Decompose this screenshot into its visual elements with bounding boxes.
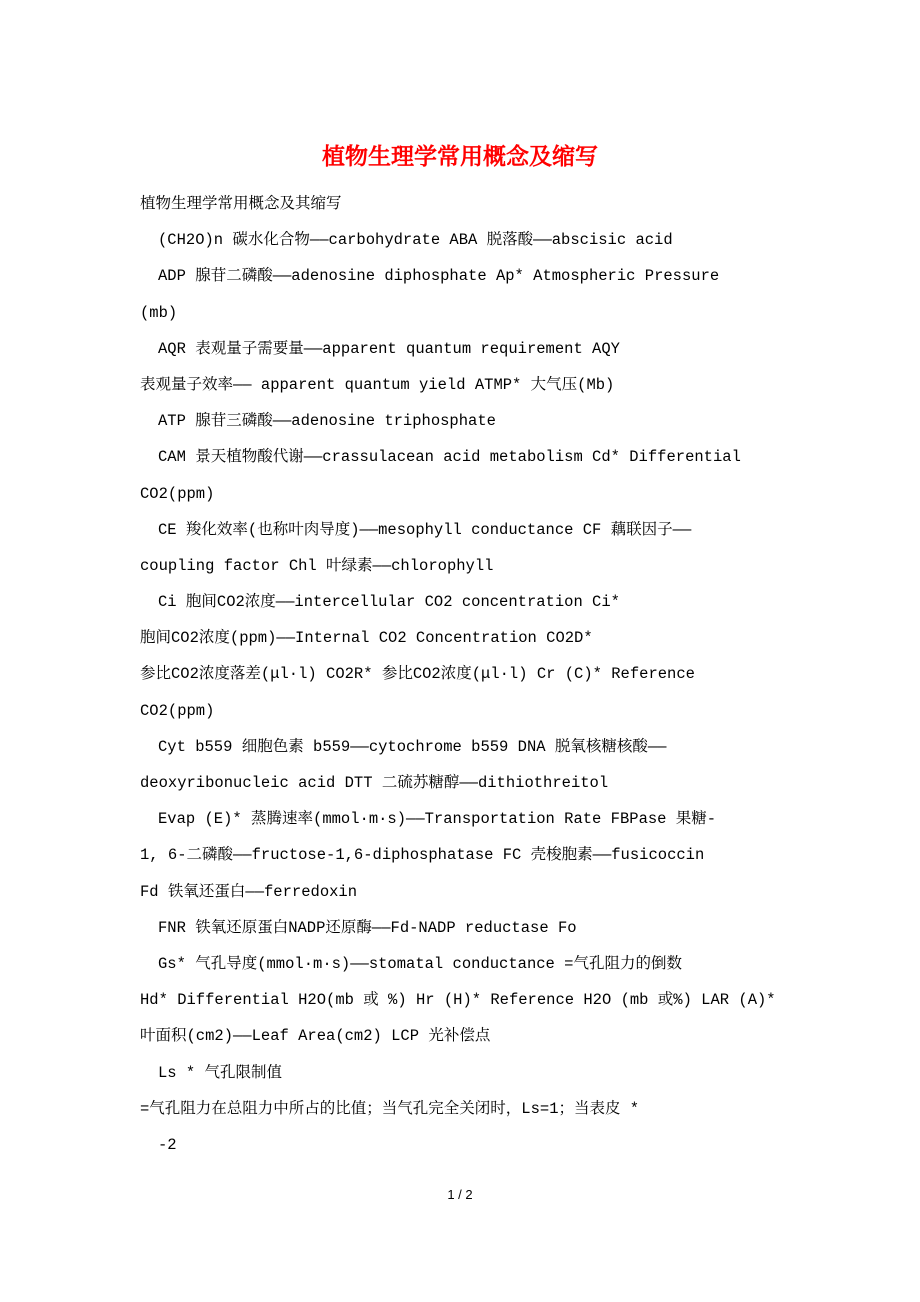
body-line: CAM 景天植物酸代谢——crassulacean acid metabolism Cd* Differential	[158, 448, 741, 467]
body-line: 胞间CO2浓度(ppm)——Internal CO2 Concentration CO2D*	[140, 629, 593, 648]
page-indicator: 1 / 2	[447, 1187, 473, 1202]
body-line: 植物生理学常用概念及其缩写	[140, 195, 342, 213]
body-line: Ci 胞间CO2浓度——intercellular CO2 concentration Ci*	[158, 593, 620, 612]
body-line: Evap (E)* 蒸腾速率(mmol·m·s)——Transportation Rate FBPase 果糖-	[158, 810, 717, 829]
body-line: -2	[158, 1135, 177, 1154]
body-line: 叶面积(cm2)——Leaf Area(cm2) LCP 光补偿点	[140, 1027, 491, 1046]
body-line: CE 羧化效率(也称叶肉导度)——mesophyll conductance CF 藕联因子——	[158, 520, 692, 539]
body-line: FNR 铁氧还原蛋白NADP还原酶——Fd-NADP reductase Fo	[158, 918, 577, 937]
document-body	[140, 186, 790, 1163]
body-line: Gs* 气孔导度(mmol·m·s)——stomatal conductance =气孔阻力的倒数	[158, 954, 682, 973]
body-line: 参比CO2浓度落差(μl·l) CO2R* 参比CO2浓度(μl·l) Cr (C)* Reference	[140, 665, 695, 684]
body-line: 1, 6-二磷酸——fructose-1,6-diphosphatase FC 壳梭胞素——fusicoccin	[140, 846, 705, 865]
body-line: deoxyribonucleic acid DTT 二硫苏糖醇——dithiothreitol	[140, 774, 609, 792]
body-line: 表观量子效率—— apparent quantum yield ATMP* 大气压(Mb)	[140, 375, 615, 394]
body-line: ATP 腺苷三磷酸——adenosine triphosphate	[158, 412, 496, 431]
body-line: Cyt b559 细胞色素 b559——cytochrome b559 DNA 脱氧核糖核酸——	[158, 737, 667, 756]
body-line: AQR 表观量子需要量——apparent quantum requirement AQY	[158, 339, 620, 358]
body-line: coupling factor Chl 叶绿素——chlorophyll	[140, 556, 494, 575]
body-line: ADP 腺苷二磷酸——adenosine diphosphate Ap* Atmospheric Pressure	[158, 267, 720, 286]
body-line: Fd 铁氧还蛋白——ferredoxin	[140, 882, 358, 901]
document-title: 植物生理学常用概念及缩写	[322, 143, 598, 170]
body-line: Ls * 气孔限制值	[158, 1063, 283, 1082]
body-line: (CH2O)n 碳水化合物——carbohydrate ABA 脱落酸——abscisic acid	[158, 231, 673, 250]
body-line: CO2(ppm)	[140, 701, 215, 720]
body-line: (mb)	[140, 303, 178, 322]
body-line: CO2(ppm)	[140, 484, 215, 503]
body-line: =气孔阻力在总阻力中所占的比值；当气孔完全关闭时，Ls=1；当表皮 *	[140, 1099, 640, 1118]
body-line: Hd* Differential H2O(mb 或 %) Hr (H)* Reference H2O (mb 或%) LAR (A)*	[140, 991, 776, 1010]
